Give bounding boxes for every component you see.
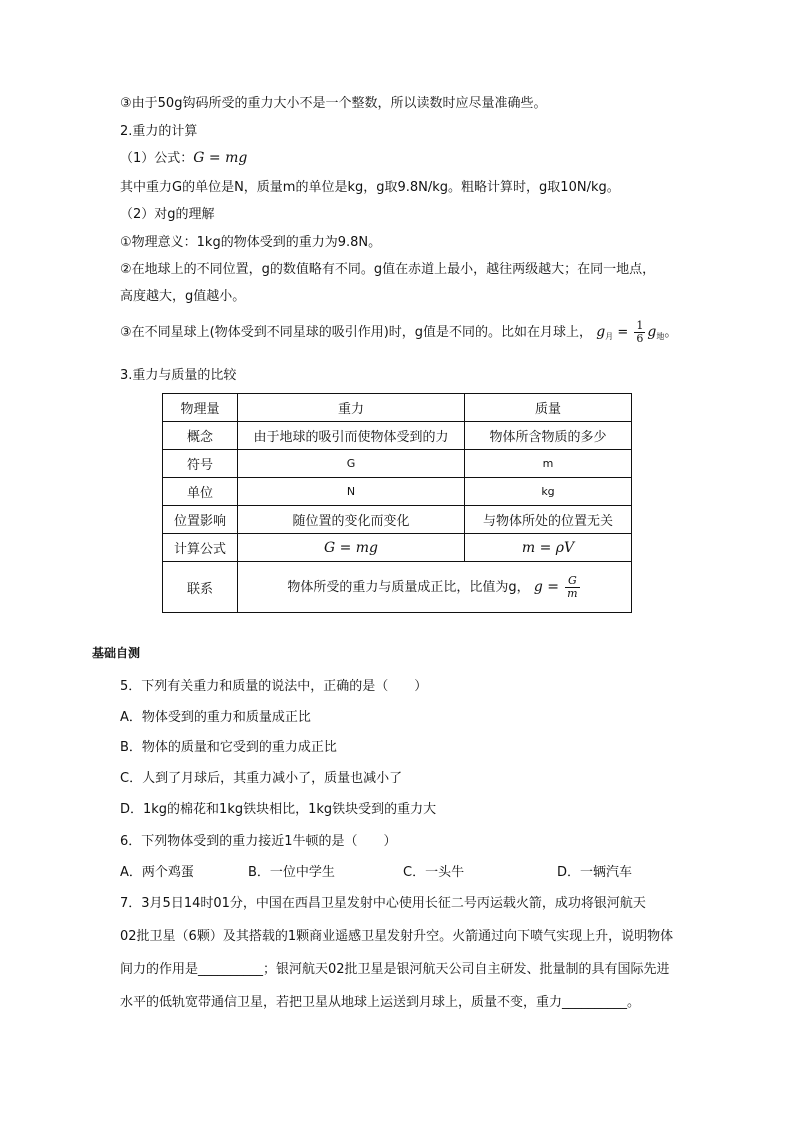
table-cell: N <box>238 478 465 506</box>
g-moon-symbol: g <box>596 324 606 340</box>
table-row <box>163 506 632 534</box>
table-cell: 位置影响 <box>163 506 238 534</box>
q6-option-b: B．一位中学生 <box>248 865 335 880</box>
formula-g-mg: G = mg <box>193 150 248 166</box>
section-title-comparison: 3.重力与质量的比较 <box>120 368 237 383</box>
table-cell: G <box>238 450 465 478</box>
q5-stem: 5．下列有关重力和质量的说法中，正确的是（ ） <box>120 679 428 694</box>
g-over-m-fraction <box>565 575 579 600</box>
q6-stem: 6．下列物体受到的重力接近1牛顿的是（ ） <box>120 834 397 849</box>
fraction-numerator: 1 <box>636 319 644 332</box>
q6-option-c: C．一头牛 <box>403 865 465 880</box>
g-moon-sub: 月 <box>605 332 614 341</box>
relation-formula-lhs: g = <box>533 578 559 595</box>
table-cell: 与物体所处的位置无关 <box>465 506 632 534</box>
table-cell: m = ρV <box>465 534 632 562</box>
q7-line-3: 间力的作用是__________；银河航天02批卫星是银河航天公司自主研发、批量制的具有国际先进 <box>120 962 670 977</box>
table-cell: 联系 <box>163 562 238 613</box>
table-header-cell: 重力 <box>238 394 465 422</box>
formula-label: （1）公式： <box>120 151 194 166</box>
fraction-denominator: 6 <box>636 332 644 345</box>
relation-cell <box>238 562 632 613</box>
q5-option-c: C．人到了月球后，其重力减小了，质量也减小了 <box>120 771 403 786</box>
table-cell: 由于地球的吸引而使物体受到的力 <box>238 422 465 450</box>
q5-option-a: A．物体受到的重力和质量成正比 <box>120 710 311 725</box>
formula-line <box>120 148 247 169</box>
q5-option-b: B．物体的质量和它受到的重力成正比 <box>120 740 337 755</box>
g-point-3-text: ③在不同星球上(物体受到不同星球的吸引作用)时，g值是不同的。比如在月球上， <box>120 325 593 340</box>
table-row <box>163 450 632 478</box>
table-cell: 符号 <box>163 450 238 478</box>
units-line: 其中重力G的单位是N，质量m的单位是kg，g取9.8N/kg。粗略计算时，g取10N/kg。 <box>120 180 620 195</box>
q7-line-2: 02批卫星（6颗）及其搭载的1颗商业遥感卫星发射升空。火箭通过向下喷气实现上升，说明物体 <box>120 929 674 944</box>
table-row <box>163 534 632 562</box>
table-header-cell: 质量 <box>465 394 632 422</box>
table-cell: 单位 <box>163 478 238 506</box>
g-earth-sub: 地 <box>656 332 665 341</box>
q5-option-d: D．1kg的棉花和1kg铁块相比，1kg铁块受到的重力大 <box>120 802 437 817</box>
g-point-2b: 高度越大，g值越小。 <box>120 289 246 304</box>
relation-text: 物体所受的重力与质量成正比，比值为g， <box>287 579 530 595</box>
section-title-gravity-calc: 2.重力的计算 <box>120 124 198 139</box>
table-cell: 计算公式 <box>163 534 238 562</box>
table-cell: 物体所含物质的多少 <box>465 422 632 450</box>
table-cell: m <box>465 450 632 478</box>
equals-sign: = <box>617 325 629 340</box>
g-point-2a: ②在地球上的不同位置，g的数值略有不同。g值在赤道上最小，越往两级越大；在同一地点， <box>120 262 656 277</box>
table-row-relation <box>163 562 632 613</box>
table-cell: 随位置的变化而变化 <box>238 506 465 534</box>
table-row <box>163 422 632 450</box>
table-header-cell: 物理量 <box>163 394 238 422</box>
table-cell: G = mg <box>238 534 465 562</box>
self-test-heading: 基础自测 <box>92 646 141 660</box>
table-cell: kg <box>465 478 632 506</box>
g-earth-symbol: g <box>647 324 657 340</box>
table-header-row <box>163 394 632 422</box>
q7-line-1: 7．3月5日14时01分，中国在西昌卫星发射中心使用长征二号丙运载火箭，成功将银河航天 <box>120 896 646 911</box>
table-row <box>163 478 632 506</box>
g-understanding-title: （2）对g的理解 <box>120 207 215 222</box>
fraction-denominator: m <box>567 586 578 600</box>
q6-option-d: D．一辆汽车 <box>557 865 633 880</box>
fraction-numerator: G <box>565 575 579 588</box>
g-point-1: ①物理意义：1kg的物体受到的重力为9.8N。 <box>120 235 382 250</box>
note-line: ③由于50g钩码所受的重力大小不是一个整数，所以读数时应尽量准确些。 <box>120 96 547 111</box>
table-cell: 概念 <box>163 422 238 450</box>
comparison-table <box>162 393 632 613</box>
g-point-3 <box>120 320 677 347</box>
sentence-end: 。 <box>664 325 678 340</box>
q7-line-4: 水平的低轨宽带通信卫星，若把卫星从地球上运送到月球上，质量不变，重力__________。 <box>120 995 641 1010</box>
q6-option-a: A．两个鸡蛋 <box>120 865 194 880</box>
one-sixth-fraction <box>634 320 645 345</box>
